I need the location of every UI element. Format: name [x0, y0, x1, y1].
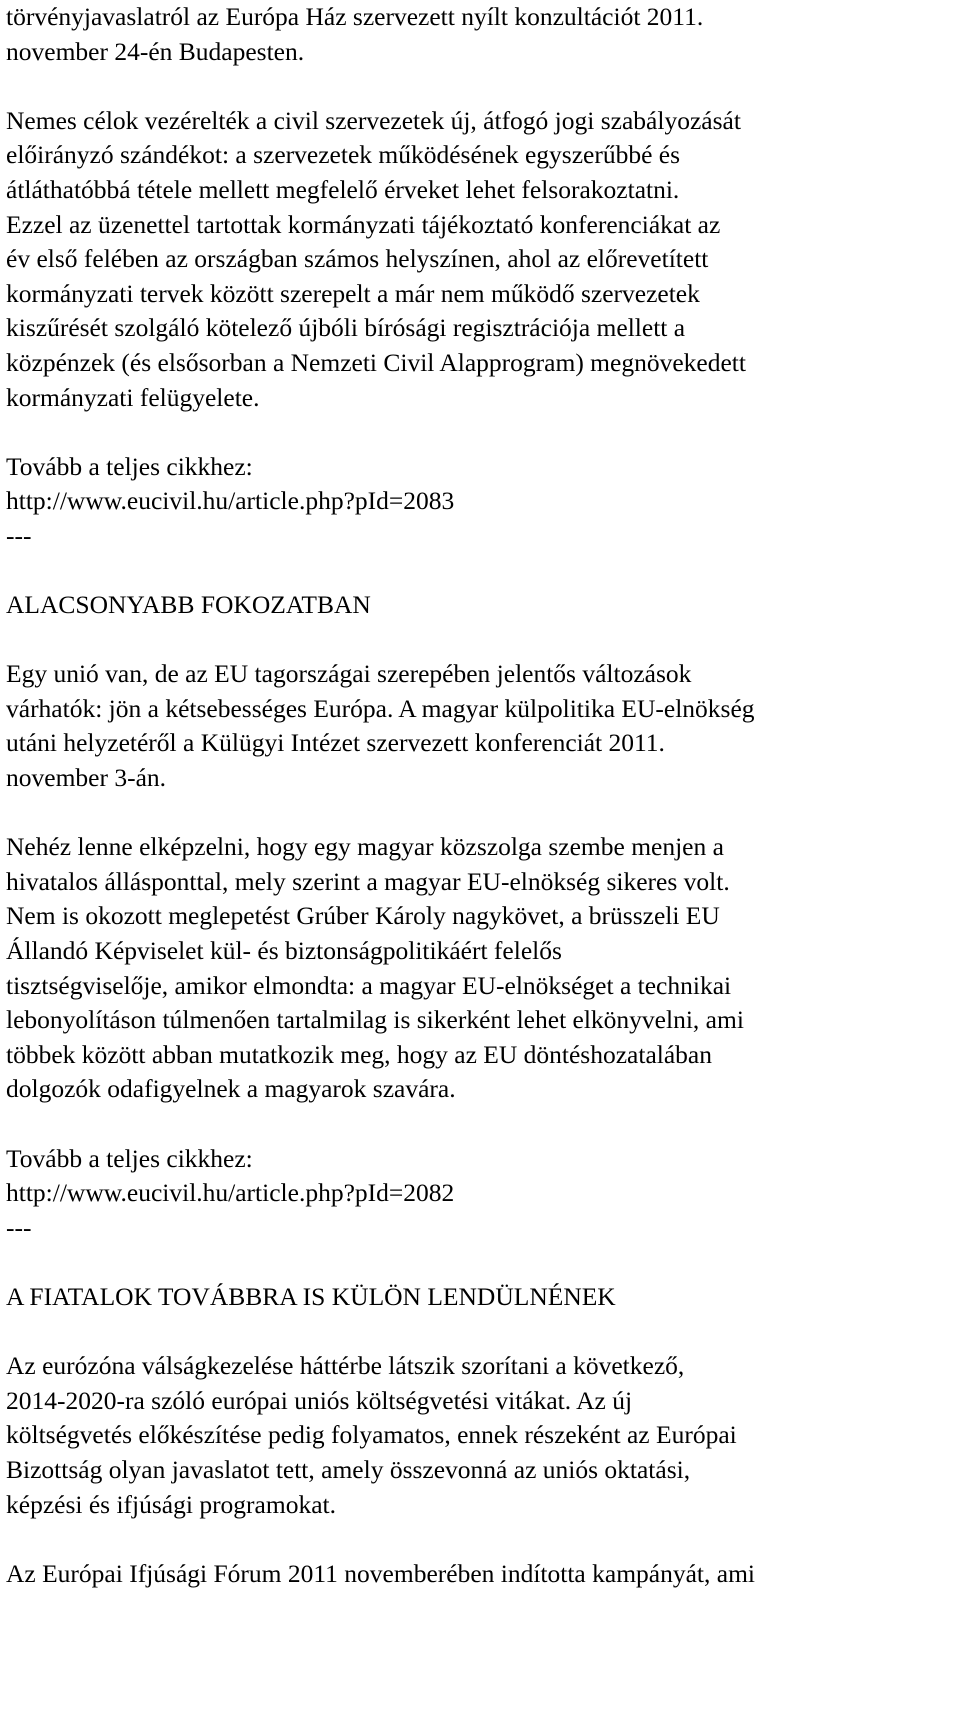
paragraph-gap — [6, 623, 956, 658]
separator: --- — [6, 520, 32, 550]
text-line: Nem is okozott meglepetést Grúber Károly nagykövet, a brüsszeli EU — [6, 901, 720, 931]
text-line: dolgozók odafigyelnek a magyarok szavára. — [6, 1074, 456, 1104]
paragraph-eu-lead — [6, 657, 956, 795]
text-line: tisztségviselője, amikor elmondta: a magyar EU-elnökséget a technikai — [6, 970, 732, 1000]
section-heading — [6, 588, 956, 623]
text-line: képzési és ifjúsági programokat. — [6, 1489, 336, 1519]
text-line: 2014-2020-ra szóló európai uniós költségvetési vitákat. Az új — [6, 1385, 633, 1415]
paragraph-youth-body — [6, 1557, 956, 1592]
read-more-block-1 — [6, 450, 956, 554]
paragraph-gap — [6, 1522, 956, 1557]
text-line: előirányzó szándékot: a szervezetek működésének egyszerűbbé és — [6, 140, 681, 170]
text-line: költségvetés előkészítése pedig folyamatos, ennek részeként az Európai — [6, 1420, 737, 1450]
read-more-label: Tovább a teljes cikkhez: — [6, 451, 253, 481]
text-line: november 3-án. — [6, 763, 167, 793]
text-line: november 24-én Budapesten. — [6, 36, 305, 66]
article-url[interactable]: http://www.eucivil.hu/article.php?pId=2082 — [6, 1178, 455, 1208]
text-line: közpénzek (és elsősorban a Nemzeti Civil Alapprogram) megnövekedett — [6, 347, 746, 377]
text-line: kiszűrését szolgáló kötelező újbóli bírósági regisztrációja mellett a — [6, 313, 686, 343]
text-line: kormányzati tervek között szerepelt a már nem működő szervezetek — [6, 278, 700, 308]
text-line: Nehéz lenne elképzelni, hogy egy magyar közszolga szembe menjen a — [6, 832, 724, 862]
heading-text: A FIATALOK TOVÁBBRA IS KÜLÖN LENDÜLNÉNEK — [6, 1281, 616, 1311]
read-more-label: Tovább a teljes cikkhez: — [6, 1143, 253, 1173]
separator: --- — [6, 1212, 32, 1242]
heading-text: ALACSONYABB FOKOZATBAN — [6, 590, 371, 620]
text-line: kormányzati felügyelete. — [6, 382, 260, 412]
text-line: lebonyolításon túlmenően tartalmilag is sikerként lehet elkönyvelni, ami — [6, 1005, 744, 1035]
text-line: átláthatóbbá tétele mellett megfelelő érveket lehet felsorakoztatni. — [6, 174, 680, 204]
section-heading — [6, 1280, 956, 1315]
paragraph-civil — [6, 104, 956, 415]
paragraph-intro-tail — [6, 0, 956, 69]
text-line: Az Európai Ifjúsági Fórum 2011 novemberében indította kampányát, ami — [6, 1558, 755, 1588]
text-line: Ezzel az üzenettel tartottak kormányzati tájékoztató konferenciákat az — [6, 209, 721, 239]
paragraph-gap — [6, 1315, 956, 1350]
paragraph-gap — [6, 415, 956, 450]
article-url[interactable]: http://www.eucivil.hu/article.php?pId=2083 — [6, 486, 455, 516]
text-line: Állandó Képviselet kül- és biztonságpolitikáért felelős — [6, 936, 562, 966]
text-line: Az eurózóna válságkezelése háttérbe látszik szorítani a következő, — [6, 1351, 685, 1381]
text-line: Nemes célok vezérelték a civil szervezetek új, átfogó jogi szabályozását — [6, 105, 741, 135]
text-line: várhatók: jön a kétsebességes Európa. A magyar külpolitika EU-elnökség — [6, 693, 755, 723]
paragraph-eu-body — [6, 830, 956, 1107]
paragraph-gap — [6, 554, 956, 589]
text-line: törvényjavaslatról az Európa Ház szervezett nyílt konzultációt 2011. — [6, 2, 704, 31]
paragraph-gap — [6, 796, 956, 831]
text-line: többek között abban mutatkozik meg, hogy az EU döntéshozatalában — [6, 1039, 712, 1069]
document-page — [6, 0, 956, 1591]
text-line: Egy unió van, de az EU tagországai szerepében jelentős változások — [6, 659, 692, 689]
text-line: Bizottság olyan javaslatot tett, amely összevonná az uniós oktatási, — [6, 1454, 691, 1484]
paragraph-gap — [6, 1245, 956, 1280]
text-line: év első felében az országban számos helyszínen, ahol az előrevetített — [6, 244, 709, 274]
read-more-block-2 — [6, 1142, 956, 1246]
paragraph-gap — [6, 1107, 956, 1142]
paragraph-youth-lead — [6, 1349, 956, 1522]
text-line: hivatalos állásponttal, mely szerint a magyar EU-elnökség sikeres volt. — [6, 866, 730, 896]
text-line: utáni helyzetéről a Külügyi Intézet szervezett konferenciát 2011. — [6, 728, 665, 758]
paragraph-gap — [6, 69, 956, 104]
